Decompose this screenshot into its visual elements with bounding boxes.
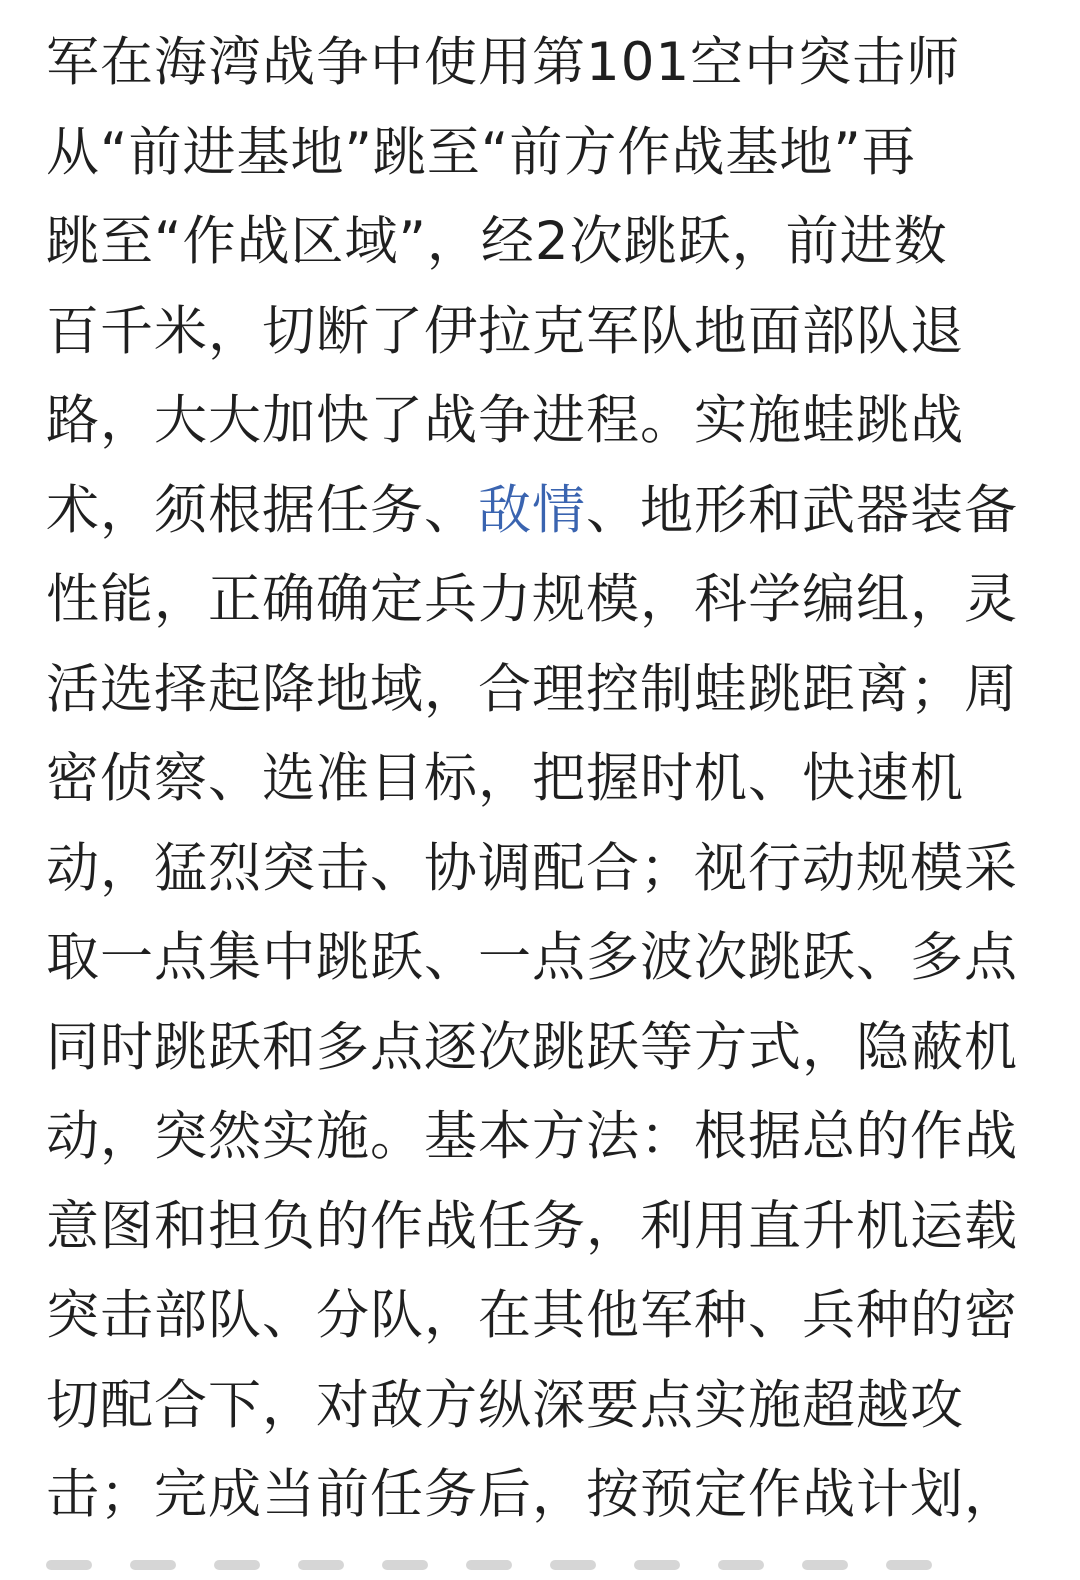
article-body xyxy=(46,18,1046,1540)
text-line: 突击部队、分队，在其他军种、兵种的密 xyxy=(46,1285,1018,1346)
text-line: 同时跳跃和多点逐次跳跃等方式，隐蔽机 xyxy=(46,1016,1018,1078)
text-line: 动，猛烈突击、协调配合；视行动规模采 xyxy=(46,837,1018,899)
text-line: 意图和担负的作战任务，利用直升机运载 xyxy=(46,1195,1018,1257)
text-line: 动，突然实施。基本方法：根据总的作战 xyxy=(46,1106,1018,1167)
text-line-with-link xyxy=(46,466,1046,556)
text-line: 取一点集中跳跃、一点多波次跳跃、多点 xyxy=(46,927,1018,988)
text-line: 密侦察、选准目标，把握时机、快速机 xyxy=(46,748,964,809)
enemy-situation-link[interactable]: 敌情 xyxy=(478,479,586,541)
text-line: 军在海湾战争中使用第101空中突击师 xyxy=(46,32,961,93)
text-line: 性能，正确确定兵力规模，科学编组，灵 xyxy=(46,569,1018,630)
text-segment: 术，须根据任务、 xyxy=(46,479,478,541)
text-line: 从“前进基地”跳至“前方作战基地”再 xyxy=(46,121,916,183)
text-line: 路，大大加快了战争进程。实施蛙跳战 xyxy=(46,390,964,451)
text-line: 切配合下，对敌方纵深要点实施超越攻 xyxy=(46,1374,964,1436)
text-segment: 、地形和武器装备 xyxy=(586,479,1018,541)
text-line: 活选择起降地域，合理控制蛙跳距离；周 xyxy=(46,658,1018,720)
text-line: 百千米，切断了伊拉克军队地面部队退 xyxy=(46,300,964,362)
cut-off-next-line xyxy=(46,1540,1036,1580)
text-line: 跳至“作战区域”，经2次跳跃，前进数 xyxy=(46,211,948,272)
text-line: 击；完成当前任务后，按预定作战计划， xyxy=(46,1464,1018,1525)
